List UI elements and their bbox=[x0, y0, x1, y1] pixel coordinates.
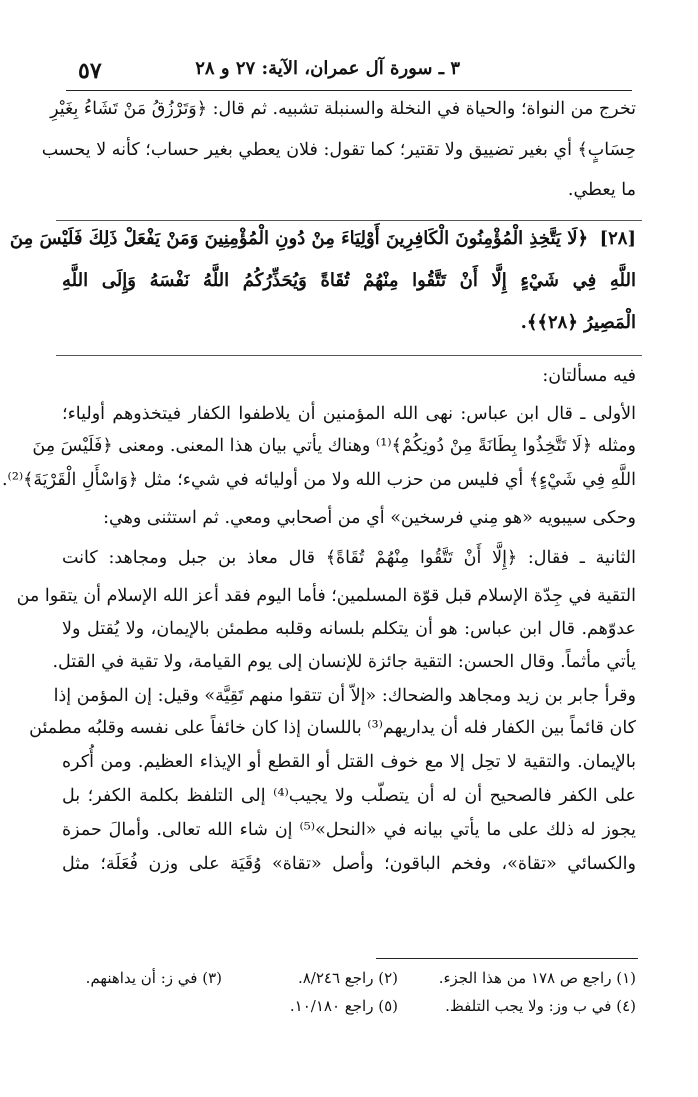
text-line: يجوز له ذلك على ما يأتي بيانه في «النحل»⁽⁵⁾ إن شاء الله تعالى. وأمالَ حمزة bbox=[62, 820, 637, 840]
text-line: اللَّهِ فِي شَيْءٍ﴾ أي فليس من حزب الله ولا من أوليائه في شيء؛ مثل ﴿وَاسْأَلِ الْقَرْيَةَ﴾⁽²⁾. bbox=[1, 470, 636, 490]
text-line: وقرأ جابر بن زيد ومجاهد والضحاك: «إلاّ أن تتقوا منهم تَقِيَّة» وقيل: إن المؤمن إذا bbox=[53, 686, 636, 706]
text-line: تخرج من النواة؛ والحياة في النخلة والسنبلة تشبيه. ثم قال: ﴿وَتَرْزُقُ مَنْ تَشَاءُ بِغَيْرِ bbox=[50, 99, 636, 119]
text-line: كان قائماً بين الكفار فله أن يداريهم⁽³⁾ باللسان إذا كان خائفاً على نفسه وقلبُه مطمئن bbox=[29, 718, 636, 738]
text-line: يأتي مأثماً. وقال الحسن: التقية جائزة للإنسان إلى يوم القيامة، ولا تقية في القتل. bbox=[52, 652, 636, 672]
footnote: (١) راجع ص ١٧٨ من هذا الجزء. bbox=[438, 969, 636, 987]
footnote: (٥) راجع ١٠/١٨٠. bbox=[289, 997, 398, 1015]
verse-line: اللَّهِ فِي شَيْءٍ إِلَّا أَنْ تَتَّقُوا مِنْهُمْ تُقَاةً وَيُحَذِّرُكُمُ اللَّهُ نَفْسَهُ وَإِلَى اللَّهِ bbox=[62, 270, 636, 291]
text-line: ومثله ﴿لَا تَتَّخِذُوا بِطَانَةً مِنْ دُونِكُمْ﴾⁽¹⁾ وهناك يأتي بيان هذا المعنى. ومعنى ﴿فَلَيْسَ مِنَ bbox=[32, 436, 636, 456]
text-line: ما يعطي. bbox=[567, 180, 636, 200]
verse-line: الْمَصِيرُ ﴿٢٨﴾﴾. bbox=[520, 312, 636, 333]
text-line: التقية في جِدّة الإسلام قبل قوّة المسلمين؛ فأما اليوم فقد أعز الله الإسلام أن يتقوا من bbox=[16, 586, 636, 606]
footnote: (٤) في ب وز: ولا يجب التلفظ. bbox=[445, 997, 636, 1015]
footnote: (٣) في ز: أن يداهنهم. bbox=[85, 969, 222, 987]
section-heading: فيه مسألتان: bbox=[542, 366, 636, 386]
running-title: ٣ ـ سورة آل عمران، الآية: ٢٧ و ٢٨ bbox=[195, 58, 460, 79]
verse-number: [٢٨] bbox=[599, 228, 636, 249]
header-rule bbox=[66, 90, 632, 91]
text-line: عدوّهم. قال ابن عباس: هو أن يتكلم بلسانه وقلبه مطمئن بالإيمان، ولا يُقتل ولا bbox=[62, 619, 636, 639]
text-line: والكسائي «تقاة»، وفخم الباقون؛ وأصل «تقاة» وُقَيَة على وزن فُعَلَة؛ مثل bbox=[62, 854, 636, 874]
text-line: حِسَابٍ﴾ أي بغير تضييق ولا تقتير؛ كما تقول: فلان يعطي بغير حساب؛ كأنه لا يحسب bbox=[41, 140, 636, 160]
verse-line: ﴿لَا يَتَّخِذِ الْمُؤْمِنُونَ الْكَافِرِينَ أَوْلِيَاءَ مِنْ دُونِ الْمُؤْمِنِينَ وَمَنْ يَفْعَلْ ذَلِكَ فَلَيْسَ مِنَ bbox=[9, 228, 588, 249]
page-header bbox=[66, 58, 638, 90]
text-line: الثانية ـ فقال: ﴿إِلَّا أَنْ تَتَّقُوا مِنْهُمْ تُقَاةً﴾ قال معاذ بن جبل ومجاهد: كانت bbox=[62, 548, 636, 568]
footnote: (٢) راجع ٨/٢٤٦. bbox=[297, 969, 398, 987]
text-line: الأولى ـ قال ابن عباس: نهى الله المؤمنين أن يلاطفوا الكفار فيتخذوهم أولياء؛ bbox=[62, 404, 636, 424]
text-line: على الكفر فالصحيح أن له أن يتصلّب ولا يجيب⁽⁴⁾ إلى التلفظ بكلمة الكفر؛ بل bbox=[62, 786, 636, 806]
page-number: ٥٧ bbox=[78, 58, 102, 84]
text-line: بالإيمان. والتقية لا تحِل إلا مع خوف القتل أو القطع أو الإيذاء العظيم. ومن أُكره bbox=[62, 752, 636, 772]
footnote-rule bbox=[376, 958, 638, 959]
text-line: وحكى سيبويه «هو مِني فرسخين» أي من أصحابي ومعي. ثم استثنى وهي: bbox=[103, 508, 636, 528]
